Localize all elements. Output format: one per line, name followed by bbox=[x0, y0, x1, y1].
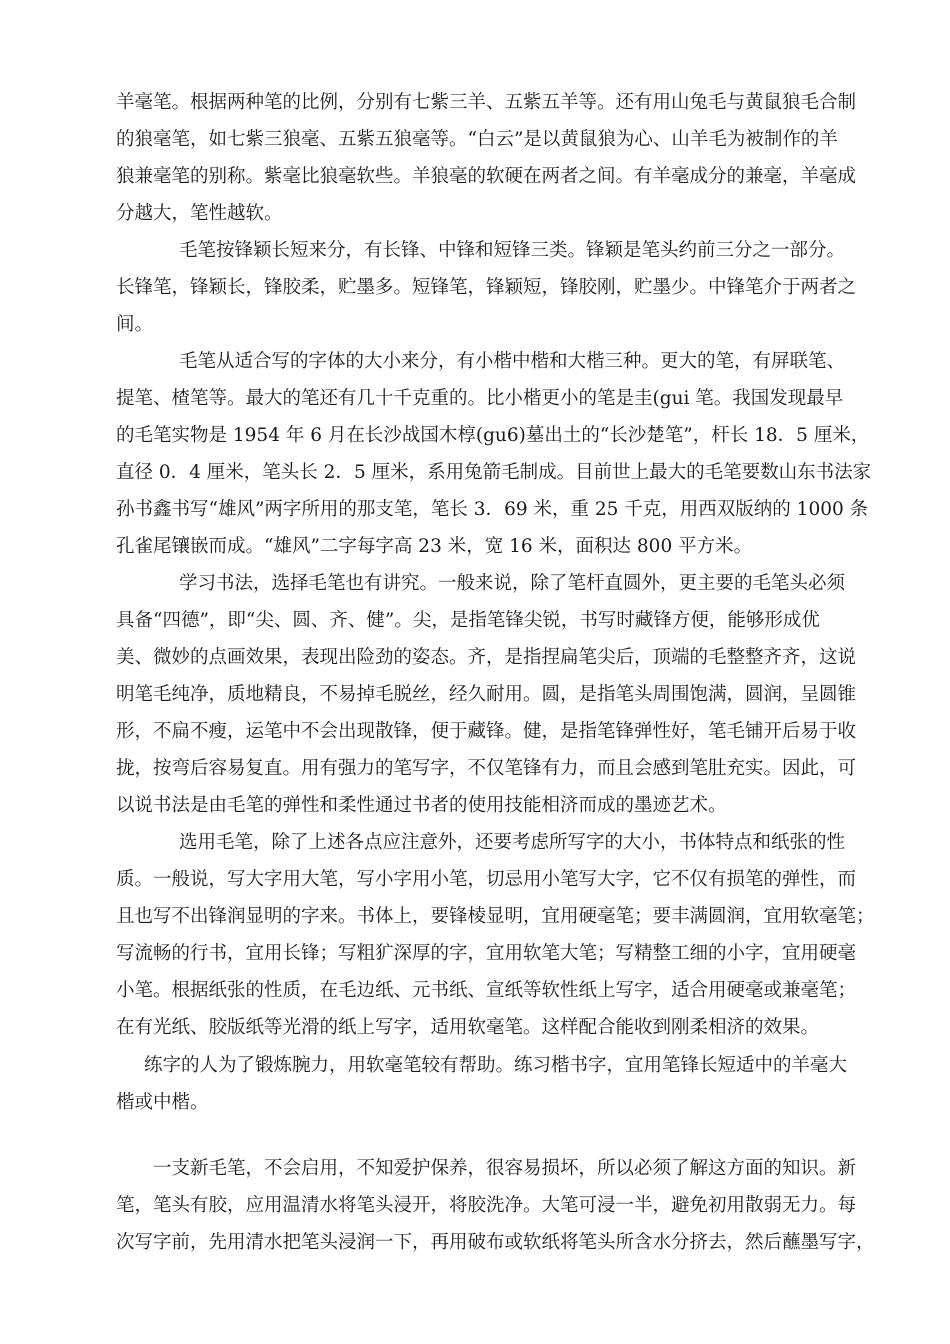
text-line: 形，不扁不瘦，运笔中不会出现散锋，便于藏锋。健，是指笔锋弹性好，笔毛铺开后易于收 bbox=[116, 721, 857, 742]
text-line: 直径 0．4 厘米，笔头长 2．5 厘米，系用兔箭毛制成。目前世上最大的毛笔要数山东书法家 bbox=[116, 462, 872, 483]
text-line: 孙书鑫书写“雄风”两字所用的那支笔，笔长 3．69 米，重 25 千克，用西双版纳的 1000 条 bbox=[116, 499, 869, 520]
text-line: 明笔毛纯净，质地精良，不易掉毛脱丝，经久耐用。圆，是指笔头周围饱满，圆润，呈圆锥 bbox=[116, 684, 857, 705]
text-line: 的毛笔实物是 1954 年 6 月在长沙战国木椁(gu6)墓出土的“长沙楚笔”，杆长 18．5 厘米， bbox=[116, 425, 870, 446]
text-line: 选用毛笔，除了上述各点应注意外，还要考虑所写字的大小，书体特点和纸张的性 bbox=[179, 832, 846, 853]
text-line: 美、微妙的点画效果，表现出险劲的姿态。齐，是指捏扁笔尖后，顶端的毛整整齐齐，这说 bbox=[116, 647, 857, 668]
text-line: 分越大，笔性越软。 bbox=[116, 203, 283, 224]
text-line: 在有光纸、胶版纸等光滑的纸上写字，适用软毫笔。这样配合能收到刚柔相济的效果。 bbox=[116, 1017, 820, 1038]
text-line: 羊毫笔。根据两种笔的比例，分别有七紫三羊、五紫五羊等。还有用山兔毛与黄鼠狼毛合制 bbox=[116, 92, 857, 113]
text-line: 毛笔按锋颖长短来分，有长锋、中锋和短锋三类。锋颖是笔头约前三分之一部分。 bbox=[179, 240, 846, 261]
text-line: 写流畅的行书，宜用长锋；写粗犷深厚的字，宜用软笔大笔；写精整工细的小字，宜用硬毫 bbox=[116, 943, 857, 964]
text-line: 以说书法是由毛笔的弹性和柔性通过书者的使用技能相济而成的墨迹艺术。 bbox=[116, 795, 727, 816]
text-line: 练字的人为了锻炼腕力，用软毫笔较有帮助。练习楷书字，宜用笔锋长短适中的羊毫大 bbox=[144, 1055, 848, 1076]
text-line: 间。 bbox=[116, 314, 154, 335]
text-line: 狼兼毫笔的别称。紫毫比狼毫软些。羊狼毫的软硬在两者之间。有羊毫成分的兼毫，羊毫成 bbox=[116, 166, 857, 187]
text-line: 长锋笔，锋颖长，锋胶柔，贮墨多。短锋笔，锋颖短，锋胶刚，贮墨少。中锋笔介于两者之 bbox=[116, 277, 857, 298]
text-line: 楷或中楷。 bbox=[116, 1092, 209, 1113]
text-line: 提笔、楂笔等。最大的笔还有几十千克重的。比小楷更小的笔是圭(gui 笔。我国发现最早 bbox=[116, 388, 844, 409]
text-line: 且也写不出锋润显明的字来。书体上，要锋棱显明，宜用硬毫笔；要丰满圆润，宜用软毫笔； bbox=[116, 906, 875, 927]
text-line: 的狼毫笔，如七紫三狼毫、五紫五狼毫等。“白云”是以黄鼠狼为心、山羊毛为被制作的羊 bbox=[116, 129, 838, 150]
text-line: 小笔。根据纸张的性质，在毛边纸、元书纸、宣纸等软性纸上写字，适合用硬毫或兼毫笔； bbox=[116, 980, 857, 1001]
text-line: 毛笔从适合写的字体的大小来分，有小楷中楷和大楷三种。更大的笔，有屏联笔、 bbox=[179, 351, 846, 372]
text-line: 一支新毛笔，不会启用，不知爱护保养，很容易损坏，所以必须了解这方面的知识。新 bbox=[153, 1158, 857, 1179]
text-line: 次写字前，先用清水把笔头浸润一下，再用破布或软纸将笔头所含水分挤去，然后蘸墨写字， bbox=[116, 1232, 875, 1253]
text-line: 拢，按弯后容易复直。用有强力的笔写字，不仅笔锋有力，而且会感到笔肚充实。因此，可 bbox=[116, 758, 857, 779]
text-line: 孔雀尾镶嵌而成。“雄风”二字每字高 23 米，宽 16 米，面积达 800 平方米。 bbox=[116, 536, 753, 557]
text-line: 笔，笔头有胶，应用温清水将笔头浸开，将胶洗净。大笔可浸一半，避免初用散弱无力。每 bbox=[116, 1195, 857, 1216]
text-line: 学习书法，选择毛笔也有讲究。一般来说，除了笔杆直圆外，更主要的毛笔头必须 bbox=[179, 573, 846, 594]
text-line: 具备“四德”，即“尖、圆、齐、健”。尖，是指笔锋尖锐，书写时藏锋方便，能够形成优 bbox=[116, 610, 820, 631]
text-line: 质。一般说，写大字用大笔，写小字用小笔，切忌用小笔写大字，它不仅有损笔的弹性，而 bbox=[116, 869, 857, 890]
